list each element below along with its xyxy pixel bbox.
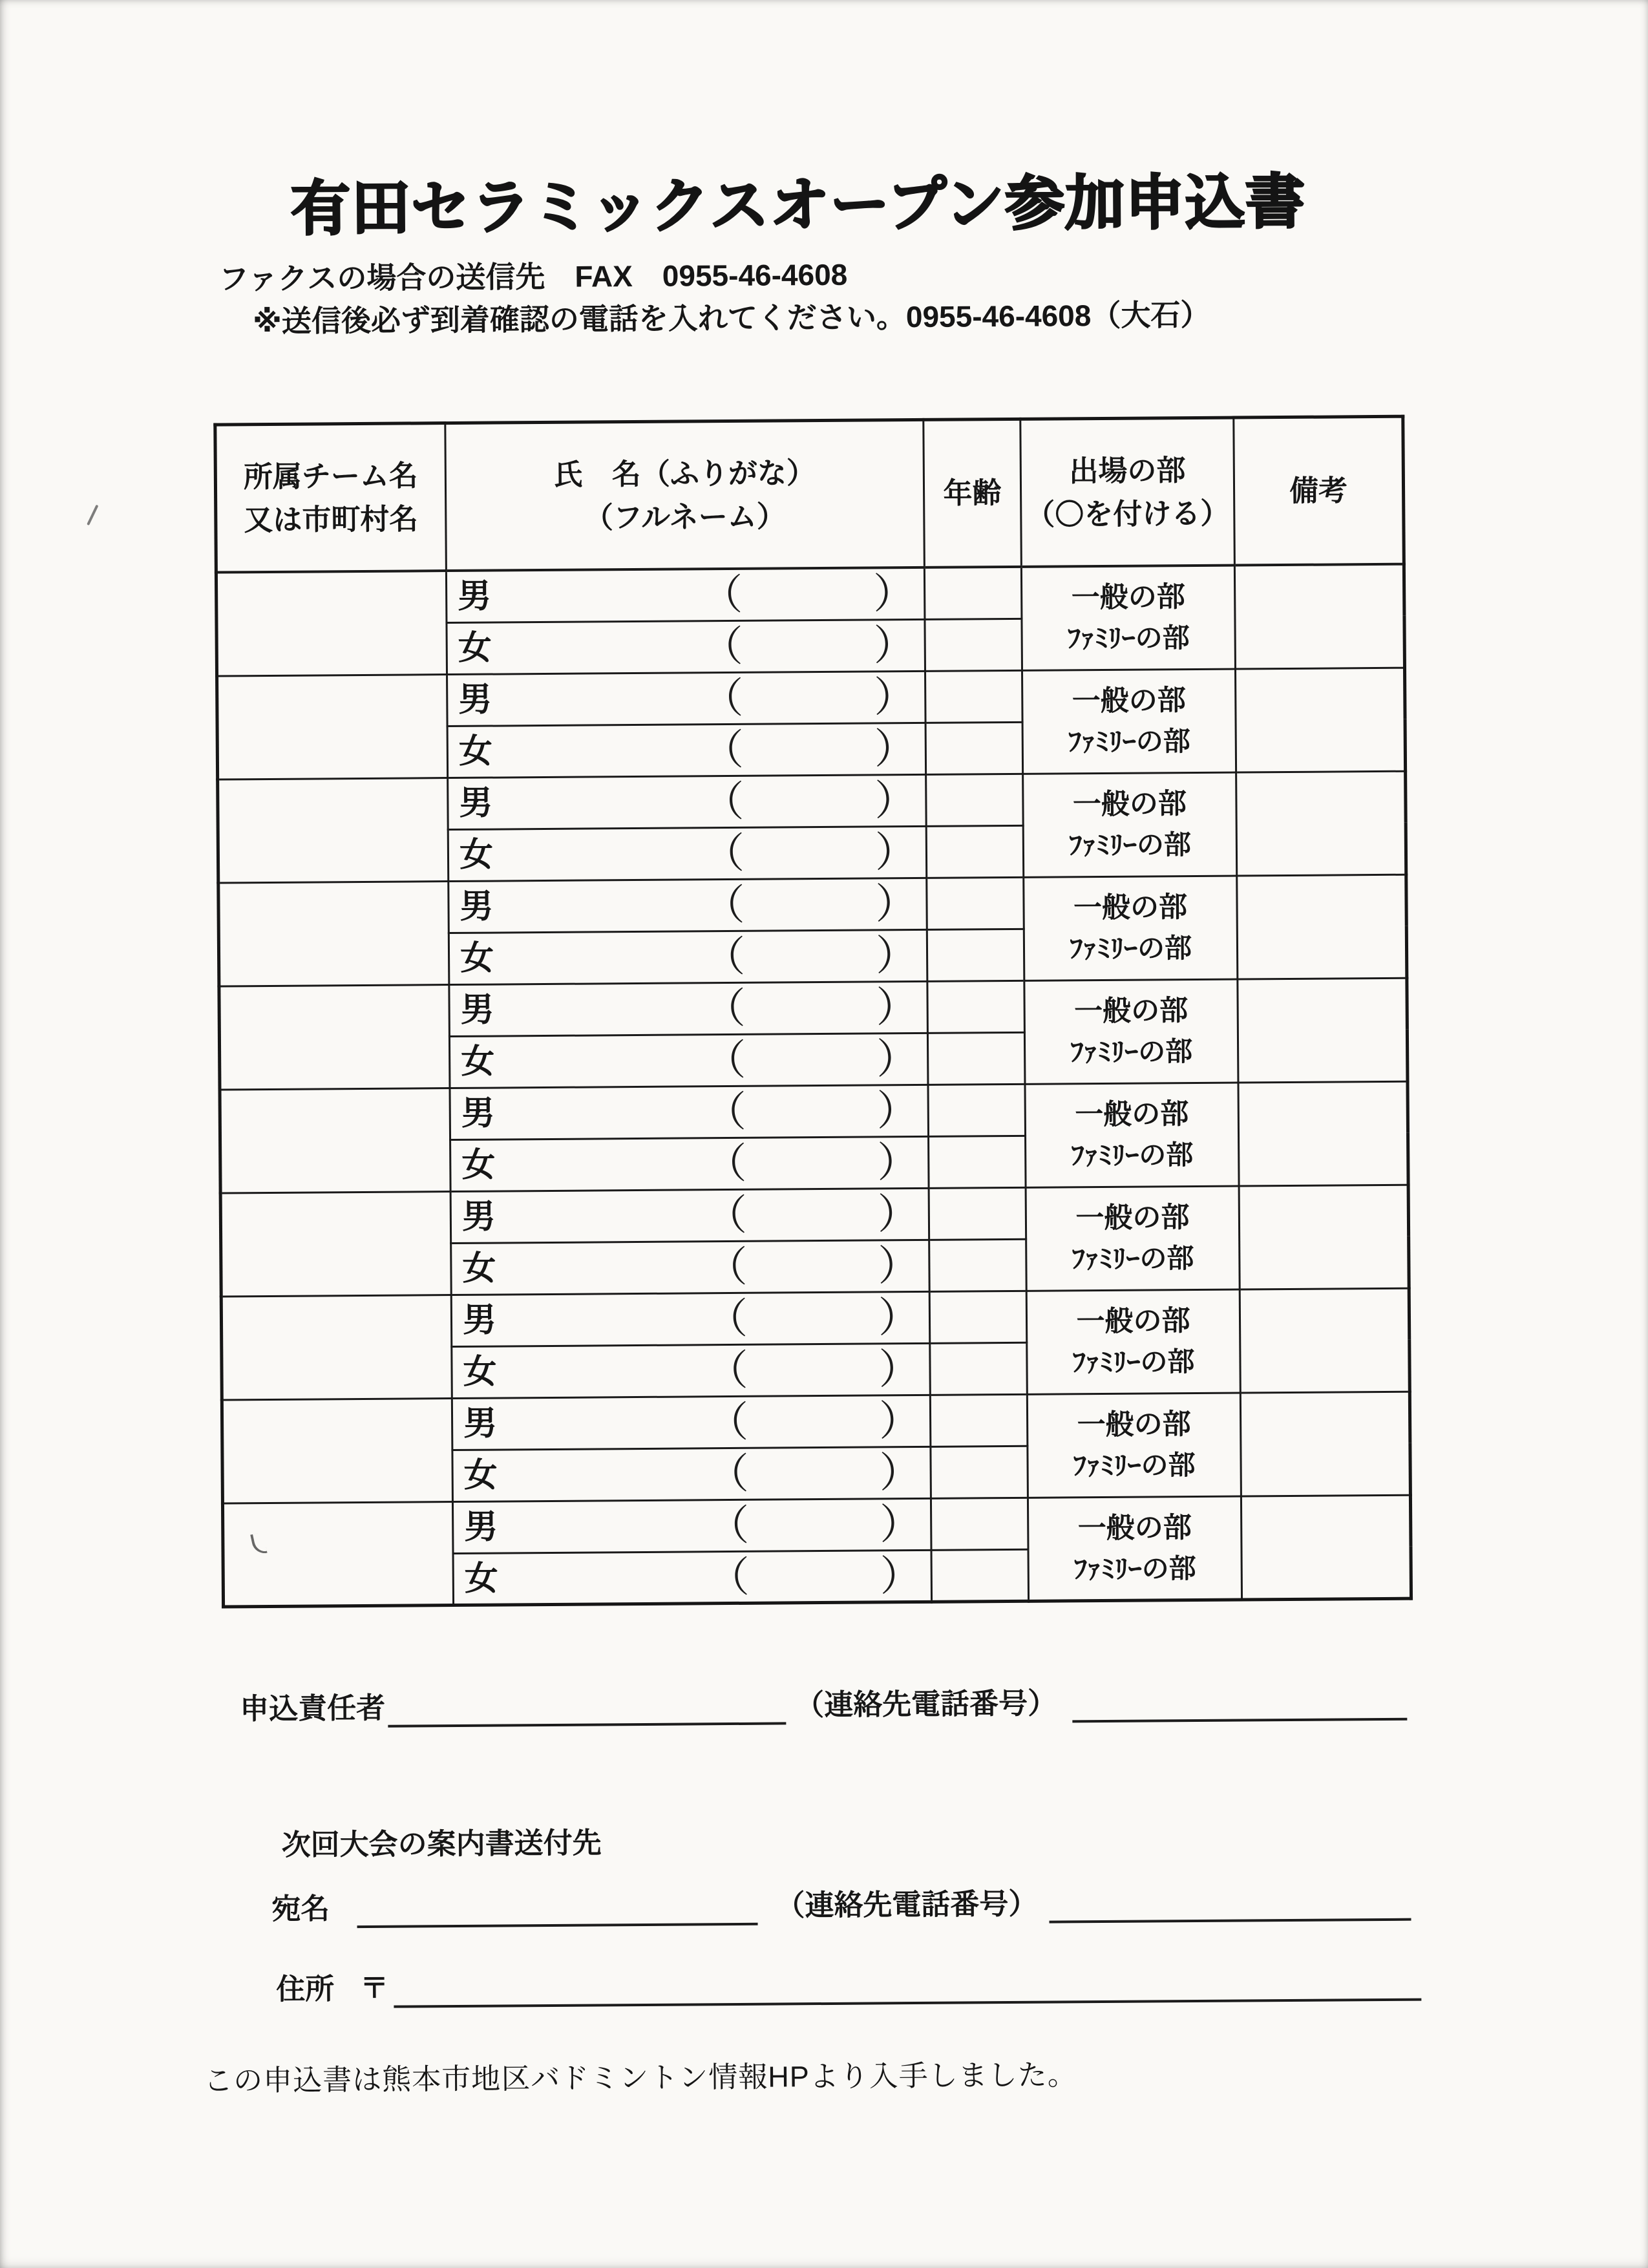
next-notice-label: 次回大会の案内書送付先 [281,1826,602,1861]
female-label: 女 [459,836,494,874]
name-input-cell-male[interactable] [450,1085,929,1139]
remarks-input-cell[interactable] [1238,978,1408,1083]
header-name [445,419,925,571]
age-input-cell-male[interactable] [928,1084,1026,1136]
age-input-cell-female[interactable] [925,722,1023,774]
furigana-paren-close: ） [874,776,916,824]
furigana-parens [708,1552,922,1600]
name-cell-inner [454,1500,930,1549]
furigana-parens [703,828,917,877]
division-choice-cell[interactable] [1023,772,1237,877]
furigana-paren-close: ） [877,1190,920,1238]
name-input-cell-female[interactable] [449,1033,928,1088]
male-label: 男 [462,1301,497,1339]
name-cell-inner [451,1138,927,1187]
age-input-cell-female[interactable] [925,619,1022,671]
female-label: 女 [462,1249,496,1288]
header-age: 年齢 [924,419,1022,567]
furigana-paren-close: ） [874,828,917,876]
male-label: 男 [461,1094,495,1132]
name-input-cell-male[interactable] [450,1188,929,1243]
entry-table [213,415,1413,1608]
female-label: 女 [464,1560,499,1598]
furigana-paren-close: ） [875,880,917,927]
name-cell-inner [450,1035,927,1084]
entry-row-male [220,1185,1409,1245]
age-input-cell-female[interactable] [931,1446,1028,1498]
division-option-general[interactable]: 一般の部 [1071,581,1185,614]
entry-row-male [216,564,1404,624]
division-option-general[interactable]: 一般の部 [1077,1408,1191,1441]
name-input-cell-male[interactable] [452,1395,931,1450]
division-option-family[interactable]: ﾌｧﾐﾘｰの部 [1072,1243,1194,1275]
division-option-family[interactable]: ﾌｧﾐﾘｰの部 [1070,1036,1193,1068]
furigana-paren-open: （ [705,1139,747,1187]
entry-row-male [221,1288,1410,1348]
male-label: 男 [458,681,492,719]
header-name-line2: （フルネーム） [584,500,786,535]
source-note: この申込書は熊本市地区バドミントン情報HPより入手しました。 [204,2058,1077,2097]
male-label: 男 [457,577,492,616]
team-name-input-cell[interactable] [218,881,449,986]
furigana-parens [707,1448,921,1498]
age-input-cell-male[interactable] [929,1291,1027,1343]
furigana-paren-close: ） [879,1448,921,1496]
entry-row-male [218,771,1406,831]
furigana-parens [703,880,917,929]
address-label: 住所 [276,1972,335,2006]
name-cell-inner [447,570,924,619]
furigana-paren-close: ） [875,931,918,979]
furigana-parens [704,1035,918,1084]
header-name-line1: 氏 名（ふりがな） [553,456,816,491]
furigana-paren-open: （ [701,622,743,670]
age-input-cell-male[interactable] [931,1498,1028,1550]
furigana-parens [706,1397,921,1446]
furigana-parens [705,1190,920,1239]
furigana-paren-close: ） [876,983,918,1031]
remarks-input-cell[interactable] [1237,874,1407,979]
age-input-cell-female[interactable] [927,929,1024,981]
name-cell-inner [452,1293,929,1342]
name-cell-inner [448,673,924,722]
team-name-input-cell[interactable] [219,984,450,1089]
header-remarks: 備考 [1234,416,1404,565]
furigana-paren-open: （ [703,778,745,825]
team-name-input-cell[interactable] [220,1191,451,1296]
name-input-cell-male[interactable] [451,1291,930,1346]
division-option-general[interactable]: 一般の部 [1072,684,1187,717]
fax-instructions [219,253,1210,341]
name-cell-inner [453,1448,929,1498]
division-option-family[interactable]: ﾌｧﾐﾘｰの部 [1073,1553,1196,1584]
remarks-input-cell[interactable] [1238,1081,1408,1186]
address-row [276,1965,1421,2006]
furigana-parens [701,622,915,670]
name-input-cell-female[interactable] [452,1447,931,1501]
furigana-parens [704,983,918,1032]
furigana-parens [706,1345,920,1394]
furigana-paren-close: ） [872,570,915,617]
addressee-input-line[interactable] [357,1917,757,1927]
name-input-cell-male[interactable] [449,981,928,1036]
furigana-parens [706,1293,920,1342]
name-cell-inner [451,1086,927,1136]
name-cell-inner [454,1554,931,1599]
furigana-paren-open: （ [704,984,746,1032]
male-label: 男 [459,784,493,822]
team-name-input-cell[interactable] [216,571,447,675]
header-row [215,416,1404,572]
name-input-cell-male[interactable] [452,1498,931,1553]
division-option-family[interactable]: ﾌｧﾐﾘｰの部 [1071,1139,1194,1171]
furigana-paren-close: ） [877,1138,919,1186]
applicant-label: 申込責任者 [240,1691,386,1726]
division-option-general[interactable]: 一般の部 [1075,1098,1189,1131]
addressee-label: 宛名 [271,1892,330,1925]
table-body [216,564,1411,1607]
remarks-input-cell[interactable] [1234,564,1404,669]
furigana-paren-open: （ [707,1501,750,1549]
furigana-paren-open: （ [705,1191,748,1239]
female-label: 女 [458,629,492,667]
female-label: 女 [461,1146,496,1184]
female-label: 女 [463,1456,498,1494]
female-label: 女 [461,1043,495,1081]
furigana-paren-open: （ [701,571,743,619]
division-option-general[interactable]: 一般の部 [1073,891,1188,924]
contact-phone-label: （連絡先電話番号） [795,1686,1057,1722]
header-team [215,423,447,573]
remarks-input-cell[interactable] [1240,1392,1410,1496]
furigana-paren-close: ） [878,1293,920,1341]
age-input-cell-female[interactable] [929,1136,1026,1188]
male-label: 男 [463,1404,498,1443]
name-cell-inner [452,1242,928,1291]
contact-phone-label: （連絡先電話番号） [776,1887,1038,1922]
furigana-paren-close: ） [876,1035,918,1083]
team-name-input-cell[interactable] [218,778,449,882]
division-choice-cell[interactable] [1022,669,1236,774]
applicant-phone-input-line[interactable] [1072,1712,1407,1722]
name-input-cell-female[interactable] [452,1343,931,1398]
furigana-parens [704,1086,918,1136]
name-cell-inner [449,828,925,877]
name-cell-inner [452,1190,928,1239]
furigana-paren-open: （ [702,726,745,774]
team-name-input-cell[interactable] [220,1088,450,1192]
division-choice-cell[interactable] [1024,876,1238,980]
entry-table-header [215,416,1404,572]
furigana-parens [703,931,918,980]
furigana-parens [701,570,915,619]
division-option-family[interactable]: ﾌｧﾐﾘｰの部 [1068,829,1192,861]
team-name-input-cell[interactable] [222,1501,453,1606]
division-option-general[interactable]: 一般の部 [1074,995,1188,1028]
age-input-cell-female[interactable] [927,1032,1025,1085]
furigana-paren-open: （ [704,1088,747,1136]
name-input-cell-female[interactable] [449,929,927,984]
division-choice-cell[interactable] [1026,1186,1240,1291]
name-input-cell-male[interactable] [449,878,927,933]
name-cell-inner [449,725,925,774]
scan-artifact-mark [87,505,98,525]
furigana-paren-open: （ [706,1243,748,1291]
team-name-input-cell[interactable] [221,1295,452,1399]
name-cell-inner [453,1397,929,1446]
entry-row-male [220,1081,1408,1141]
header-division-line2: （〇を付ける） [1026,496,1230,531]
furigana-paren-close: ） [878,1397,921,1445]
name-cell-inner [452,1345,929,1394]
female-label: 女 [458,732,493,770]
furigana-paren-open: （ [706,1398,749,1446]
furigana-paren-close: ） [874,673,916,721]
division-choice-cell[interactable] [1025,1083,1239,1187]
furigana-paren-close: ） [873,622,915,669]
name-input-cell-female[interactable] [451,1240,930,1295]
name-input-cell-male[interactable] [447,671,926,726]
age-input-cell-male[interactable] [927,877,1024,929]
furigana-paren-close: ） [878,1242,920,1289]
remarks-input-cell[interactable] [1240,1288,1410,1393]
age-input-cell-male[interactable] [926,774,1024,826]
division-option-general[interactable]: 一般の部 [1077,1511,1192,1544]
applicant-row [240,1684,1407,1726]
addressee-phone-input-line[interactable] [1049,1913,1411,1923]
team-name-input-cell[interactable] [222,1398,452,1503]
entry-row-male [218,874,1407,935]
name-cell-inner [450,931,926,980]
furigana-paren-open: （ [706,1295,748,1342]
furigana-parens [702,725,916,774]
age-input-cell-female[interactable] [931,1549,1029,1602]
entry-row-male [222,1495,1411,1555]
header-team-line1: 所属チーム名 [243,458,419,493]
division-option-family[interactable]: ﾌｧﾐﾘｰの部 [1072,1346,1195,1378]
name-input-cell-male[interactable] [448,774,927,829]
furigana-paren-open: （ [708,1553,750,1600]
furigana-parens [706,1242,920,1291]
male-label: 男 [460,991,494,1029]
furigana-paren-open: （ [703,829,745,877]
furigana-paren-open: （ [706,1346,748,1394]
name-input-cell-female[interactable] [450,1136,929,1191]
division-option-general[interactable]: 一般の部 [1075,1202,1190,1235]
age-input-cell-male[interactable] [930,1394,1028,1447]
furigana-paren-close: ） [876,1086,918,1134]
male-label: 男 [460,887,494,926]
furigana-paren-close: ） [874,725,916,772]
division-choice-cell[interactable] [1027,1393,1241,1498]
applicant-name-input-line[interactable] [388,1717,786,1727]
name-input-cell-male[interactable] [446,567,925,622]
remarks-input-cell[interactable] [1239,1185,1409,1289]
division-option-family[interactable]: ﾌｧﾐﾘｰの部 [1068,726,1190,758]
team-name-input-cell[interactable] [217,674,448,779]
female-label: 女 [460,939,494,977]
age-input-cell-male[interactable] [925,670,1023,723]
age-input-cell-male[interactable] [927,980,1025,1033]
remarks-input-cell[interactable] [1241,1495,1411,1600]
remarks-input-cell[interactable] [1235,668,1405,772]
female-label: 女 [463,1353,497,1391]
furigana-paren-open: （ [703,881,745,929]
form-title: 有田セラミックスオープン参加申込書 [290,169,1306,242]
postal-mark: 〒 [360,1972,389,2005]
age-input-cell-male[interactable] [924,567,1022,619]
division-option-family[interactable]: ﾌｧﾐﾘｰの部 [1069,933,1192,964]
division-choice-cell[interactable] [1021,566,1235,670]
age-input-cell-female[interactable] [930,1342,1028,1395]
furigana-paren-open: （ [704,1036,746,1084]
male-label: 男 [461,1198,496,1236]
division-choice-cell[interactable] [1026,1289,1240,1394]
age-input-cell-female[interactable] [926,825,1024,878]
age-input-cell-male[interactable] [929,1187,1026,1240]
division-choice-cell[interactable] [1028,1496,1241,1601]
fax-number-line: ファクスの場合の送信先 FAX 0955-46-4608 [218,257,848,296]
name-input-cell-female[interactable] [453,1550,932,1605]
address-input-line[interactable] [394,1993,1421,2008]
name-input-cell-female[interactable] [448,826,927,881]
furigana-paren-open: （ [702,674,744,722]
division-option-family[interactable]: ﾌｧﾐﾘｰの部 [1073,1450,1196,1481]
furigana-paren-open: （ [703,933,746,980]
division-option-general[interactable]: 一般の部 [1076,1305,1190,1338]
furigana-paren-close: ） [880,1552,922,1599]
remarks-input-cell[interactable] [1236,771,1406,876]
division-option-general[interactable]: 一般の部 [1072,788,1187,821]
name-input-cell-female[interactable] [447,723,926,778]
furigana-parens [707,1500,922,1549]
furigana-parens [702,673,916,722]
name-cell-inner [449,776,925,825]
entry-row-male [217,668,1406,728]
name-cell-inner [448,624,924,669]
division-choice-cell[interactable] [1024,979,1238,1084]
name-input-cell-female[interactable] [447,619,925,674]
entry-row-male [219,978,1408,1038]
furigana-parens [703,776,916,825]
name-cell-inner [450,983,926,1032]
furigana-paren-close: ） [879,1500,922,1548]
fax-confirmation-line: ※送信後必ず到着確認の電話を入れてください。0955-46-4608（大石） [253,297,1210,338]
name-cell-inner [449,880,925,929]
male-label: 男 [464,1508,498,1546]
furigana-paren-open: （ [707,1450,749,1498]
addressee-row [271,1885,1411,1926]
division-option-family[interactable]: ﾌｧﾐﾘｰの部 [1067,622,1190,654]
header-division-line1: 出場の部 [1069,453,1186,487]
entry-row-male [222,1392,1410,1452]
header-team-line2: 又は市町村名 [244,502,419,537]
header-division [1020,418,1235,567]
age-input-cell-female[interactable] [929,1239,1027,1291]
furigana-paren-close: ） [878,1345,920,1393]
furigana-parens [705,1138,919,1187]
